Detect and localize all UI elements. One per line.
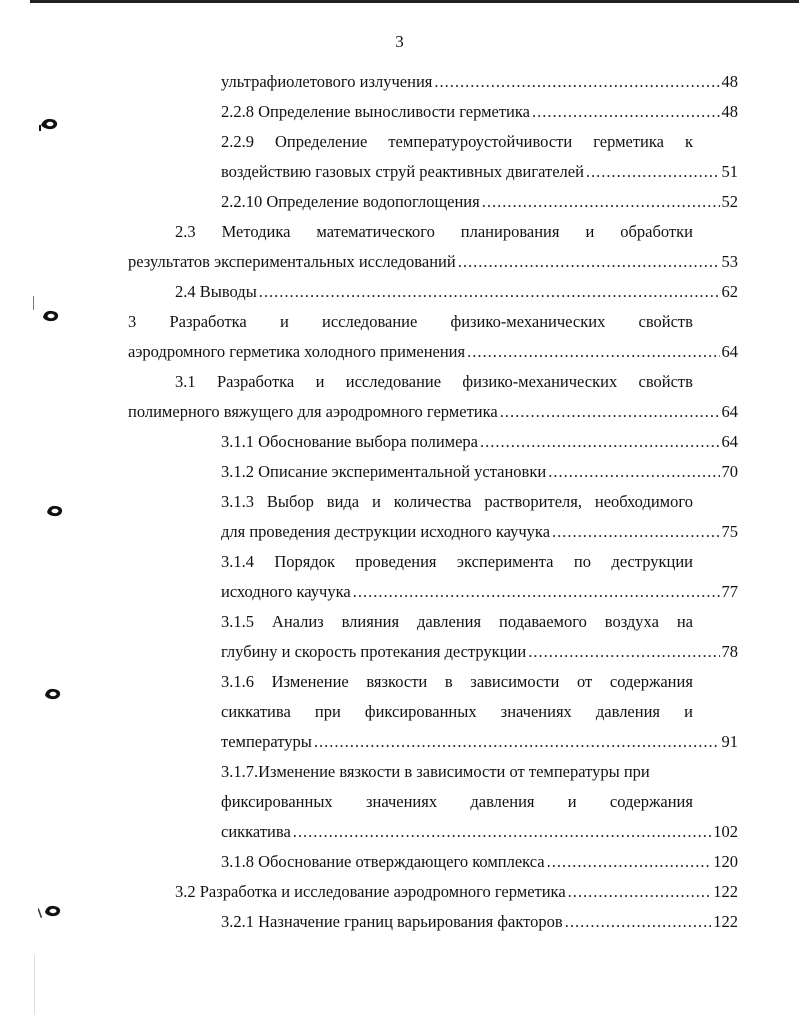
toc-entry-page: 48 (721, 72, 738, 91)
toc-entry-title: 3.2.1 Назначение границ варьирования факторов (221, 912, 563, 931)
word: и (372, 492, 381, 511)
word: Изменение (271, 672, 349, 691)
dot-leader (532, 100, 720, 124)
toc-entry (221, 850, 738, 874)
toc-entry (175, 880, 738, 904)
toc-entry (175, 280, 738, 304)
word: в (444, 672, 453, 691)
toc-entry-line (175, 370, 693, 394)
toc-entry-page: 62 (721, 282, 738, 301)
toc-entry-title: воздействию газовых струй реактивных двигателей (221, 162, 584, 181)
word: обработки (620, 222, 693, 241)
toc-entry-title: для проведения деструкции исходного каучука (221, 522, 551, 541)
word: 3.1.3 (221, 492, 254, 511)
word: необходимого (594, 492, 693, 511)
word: 3.1.4 (221, 552, 254, 571)
toc-entry-line (221, 550, 693, 574)
word: Порядок (274, 552, 336, 571)
binding-hole-icon (42, 686, 62, 702)
dot-leader (552, 520, 719, 544)
toc-entry-title: аэродромного герметика холодного применения (128, 342, 466, 361)
word: исследование (345, 372, 442, 391)
toc-entry-line (175, 220, 693, 244)
toc-entry-line (221, 790, 693, 814)
dot-leader (293, 820, 711, 844)
word: растворителя, (484, 492, 582, 511)
word: влияния (341, 612, 400, 631)
toc-entry (221, 190, 738, 214)
toc-entry-page: 78 (721, 642, 738, 661)
toc-entry-page: 64 (721, 342, 738, 361)
toc-entry (128, 340, 738, 364)
toc-entry (221, 910, 738, 934)
toc-entry-title: 2.4 Выводы (175, 282, 257, 301)
dot-leader (480, 430, 720, 454)
word: содержания (609, 672, 693, 691)
word: давления (417, 612, 482, 631)
toc-entry-title: результатов экспериментальных исследований (128, 252, 456, 271)
toc-entry-title: полимерного вяжущего для аэродромного герметика (128, 402, 498, 421)
dot-leader (353, 580, 720, 604)
toc-entry (221, 430, 738, 454)
toc-entry-page: 64 (721, 432, 738, 451)
toc-entry-line: 3.1.7.Изменение вязкости в зависимости от температуры при (221, 762, 650, 781)
word: физико-механических (450, 312, 606, 331)
word: на (676, 612, 693, 631)
dot-leader (568, 880, 712, 904)
toc-entry (221, 520, 738, 544)
word: значениях (500, 702, 572, 721)
toc-entry (221, 640, 738, 664)
word: и (684, 702, 693, 721)
toc-entry (221, 820, 738, 844)
word: Анализ (271, 612, 324, 631)
page-number: 3 (395, 32, 404, 51)
toc-entry-title: ультрафиолетового излучения (221, 72, 433, 91)
word: при (314, 702, 341, 721)
toc-entry-line (221, 130, 693, 154)
word: вязкости (366, 672, 428, 691)
toc-entry-title: температуры (221, 732, 312, 751)
toc-entry-page: 52 (721, 192, 738, 211)
toc-entry-page: 122 (713, 882, 738, 901)
binding-hole-icon (38, 116, 58, 132)
word: и (279, 312, 289, 331)
scan-mark (34, 955, 35, 1015)
dot-leader (434, 70, 719, 94)
word: фиксированных (221, 792, 333, 811)
toc-entry-page: 77 (721, 582, 738, 601)
toc-entry (221, 70, 738, 94)
word: 3.1.6 (221, 672, 254, 691)
dot-leader (467, 340, 719, 364)
toc-entry (221, 460, 738, 484)
word: вида (326, 492, 360, 511)
word: 3.1 (175, 372, 196, 391)
word: Выбор (266, 492, 314, 511)
word: зависимости (470, 672, 560, 691)
word: планирования (460, 222, 560, 241)
toc-entry-title: 2.2.8 Определение выносливости герметика (221, 102, 530, 121)
word: сиккатива (221, 702, 291, 721)
toc-entry-page: 75 (721, 522, 738, 541)
toc-entry-line (221, 700, 693, 724)
toc-entry-page: 48 (721, 102, 738, 121)
scan-mark (33, 296, 34, 310)
toc-entry (128, 250, 738, 274)
binding-hole-icon (44, 503, 64, 519)
toc-entry-line (128, 310, 693, 334)
toc-entry (221, 160, 738, 184)
word: деструкции (611, 552, 693, 571)
word: 2.2.9 (221, 132, 254, 151)
word: количества (393, 492, 472, 511)
word: физико-механических (462, 372, 618, 391)
word: исследование (321, 312, 418, 331)
word: 3 (128, 312, 137, 331)
word: Разработка (216, 372, 295, 391)
dot-leader (314, 730, 720, 754)
word: Разработка (169, 312, 247, 331)
dot-leader (500, 400, 720, 424)
toc-entry-title: сиккатива (221, 822, 291, 841)
binding-hole-icon (40, 307, 60, 323)
word: к (684, 132, 693, 151)
word: температуроустойчивости (388, 132, 573, 151)
toc-entry-page: 53 (721, 252, 738, 271)
word: 2.3 (175, 222, 196, 241)
word: эксперимента (456, 552, 554, 571)
binding-hole-icon (38, 902, 58, 918)
toc-entry-page: 91 (721, 732, 738, 751)
word: значениях (365, 792, 438, 811)
word: и (585, 222, 595, 241)
toc-entry-title: 3.1.8 Обоснование отверждающего комплекса (221, 852, 545, 871)
word: 3.1.5 (221, 612, 254, 631)
toc-entry-title: 3.1.1 Обоснование выбора полимера (221, 432, 478, 451)
word: герметика (593, 132, 664, 151)
word: и (567, 792, 577, 811)
toc-entry-title: 2.2.10 Определение водопоглощения (221, 192, 480, 211)
toc-entry-line (221, 670, 693, 694)
dot-leader (259, 280, 720, 304)
dot-leader (482, 190, 720, 214)
word: фиксированных (364, 702, 477, 721)
toc-entry-title: 3.2 Разработка и исследование аэродромного герметика (175, 882, 566, 901)
word: по (573, 552, 591, 571)
toc-entry (221, 730, 738, 754)
toc-entry-page: 70 (721, 462, 738, 481)
word: проведения (355, 552, 437, 571)
toc-entry-page: 64 (721, 402, 738, 421)
word: математического (316, 222, 435, 241)
toc-entry-line (221, 610, 693, 634)
word: давления (595, 702, 661, 721)
word: Методика (221, 222, 291, 241)
toc-entry (221, 100, 738, 124)
dot-leader (586, 160, 720, 184)
toc-entry (128, 400, 738, 424)
toc-entry-title: исходного каучука (221, 582, 351, 601)
word: давления (470, 792, 535, 811)
word: свойств (638, 312, 693, 331)
word: Определение (274, 132, 368, 151)
toc-entry-page: 102 (713, 822, 738, 841)
toc-entry-line (221, 490, 693, 514)
dot-leader (528, 640, 719, 664)
toc-entry-page: 51 (721, 162, 738, 181)
toc-entry (221, 580, 738, 604)
word: подаваемого (499, 612, 587, 631)
dot-leader (548, 460, 719, 484)
toc-entry-title: глубину и скорость протекания деструкции (221, 642, 527, 661)
dot-leader (565, 910, 712, 934)
word: и (315, 372, 325, 391)
top-border-line (30, 0, 799, 3)
word: содержания (609, 792, 693, 811)
dot-leader (547, 850, 712, 874)
word: от (577, 672, 593, 691)
toc-entry-title: 3.1.2 Описание экспериментальной установки (221, 462, 547, 481)
word: воздуха (604, 612, 659, 631)
toc-entry-page: 122 (713, 912, 738, 931)
word: свойств (638, 372, 693, 391)
toc-entry-page: 120 (713, 852, 738, 871)
dot-leader (458, 250, 720, 274)
